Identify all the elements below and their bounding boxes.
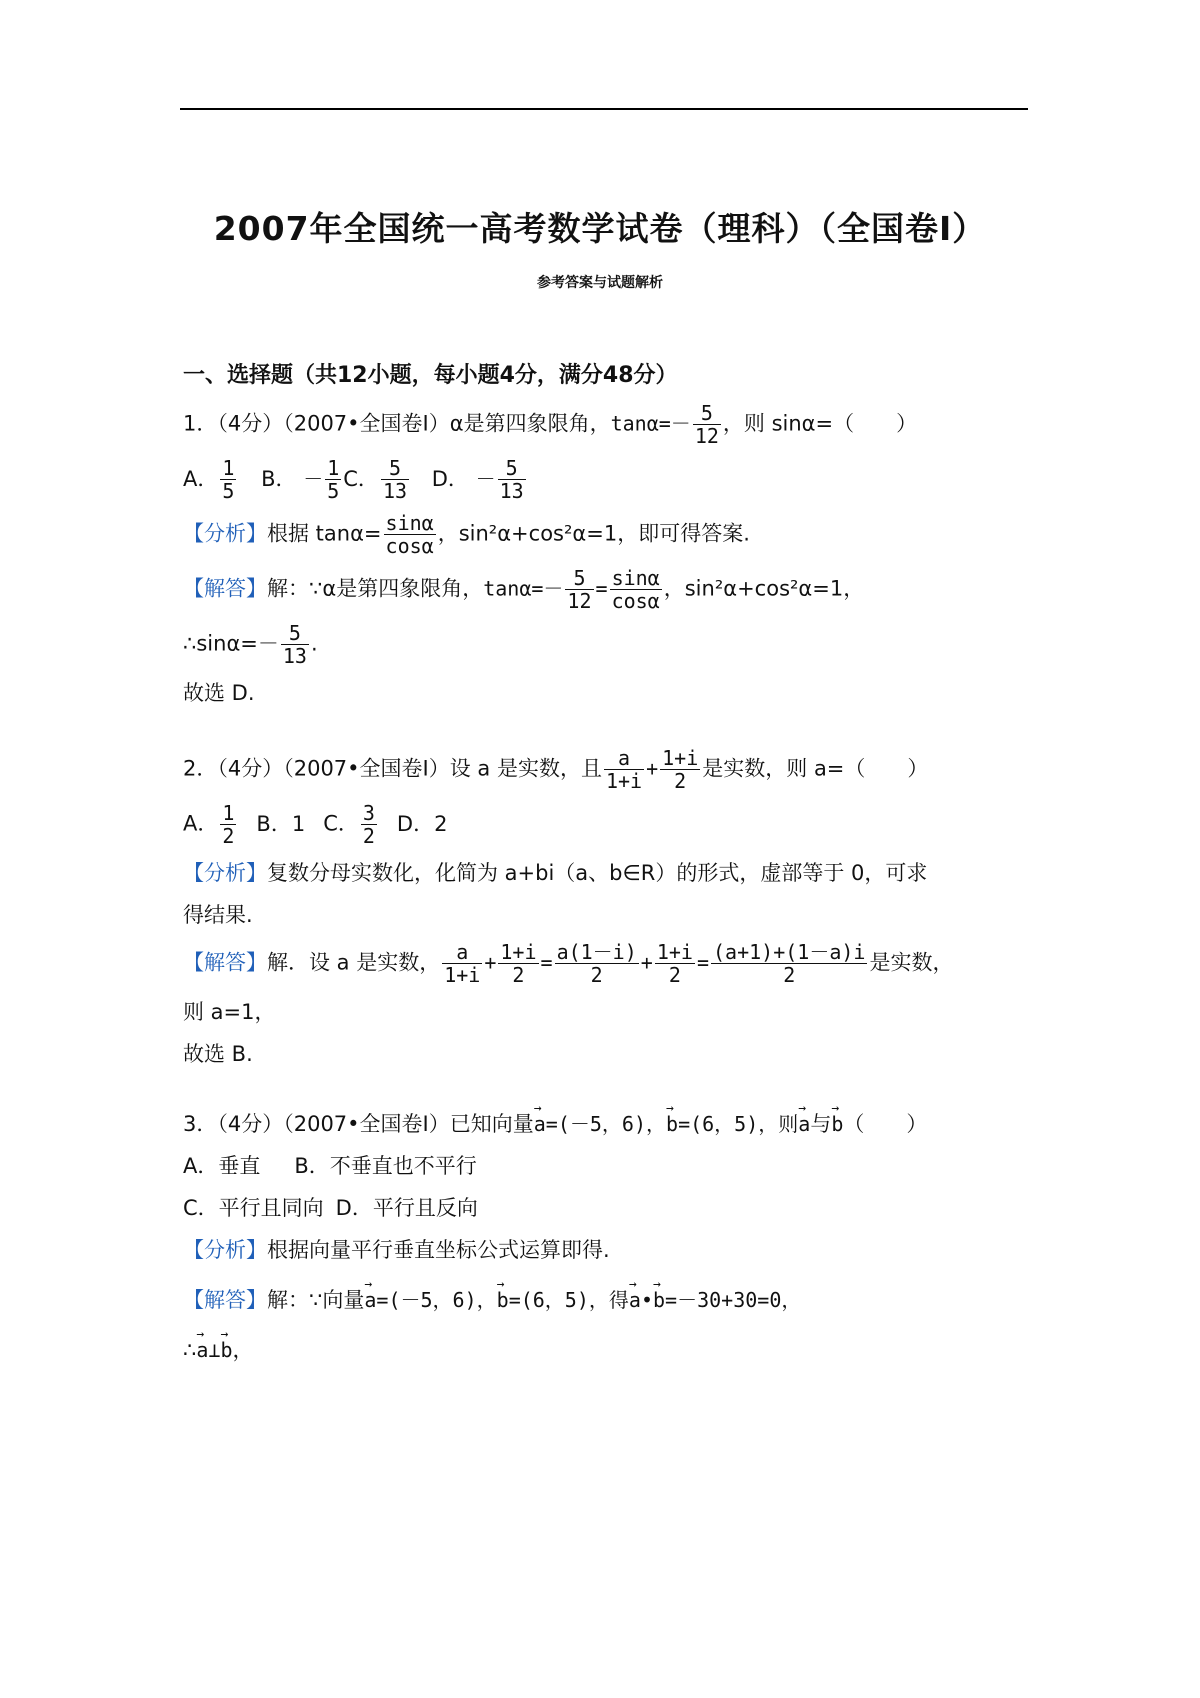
frac-den: cosα	[385, 534, 434, 558]
solution-text-end: 是实数，	[869, 950, 954, 975]
solution-fraction	[565, 567, 593, 612]
option-fraction	[361, 802, 377, 847]
q3-stem-end: （ ）	[843, 1112, 928, 1136]
top-rule	[180, 108, 1028, 110]
q2-stem-text: 2．（4分）（2007•全国卷Ⅰ）设 a 是实数，且	[183, 756, 602, 781]
frac-den: 2	[660, 769, 700, 792]
q2-stem	[183, 747, 1043, 792]
frac-den: 1+i	[605, 769, 643, 793]
vector-b: → b	[831, 1108, 843, 1140]
q3-conclusion	[183, 1334, 1043, 1366]
frac-num: 1+i	[662, 746, 699, 770]
frac-num: a	[618, 746, 631, 770]
q2-stem-end: 是实数，则 a=（ ）	[702, 756, 929, 781]
frac-num: 3	[362, 801, 375, 825]
frac-num: 1	[327, 456, 340, 480]
analysis-text: 复数分母实数化，化简为 a+bi（a、b∈R）的形式，虚部等于 0，可求	[267, 861, 928, 885]
q3-stem-text: 3．（4分）（2007•全国卷Ⅰ）已知向量	[183, 1112, 534, 1136]
frac-num: 1+i	[656, 940, 693, 964]
option-fraction	[220, 457, 236, 502]
q1-choice: 故选 D.	[183, 681, 255, 705]
equals: =	[595, 576, 608, 601]
q1-stem	[183, 402, 1043, 447]
analysis-label: 【分析】	[183, 861, 267, 885]
q1-option-b	[261, 456, 343, 503]
dot-result: =－30+30=0，	[665, 1288, 802, 1312]
analysis-label: 【分析】	[183, 1238, 267, 1262]
therefore-text: ∴sinα=－	[183, 631, 279, 656]
frac-num: 1	[222, 801, 235, 825]
q3-stem	[183, 1108, 1043, 1140]
solution-fraction	[498, 941, 538, 986]
solution-label: 【解答】	[183, 1288, 267, 1312]
q3-options-row1	[183, 1150, 1043, 1182]
plus: +	[484, 950, 497, 975]
analysis-text: 根据 tanα=	[267, 521, 382, 546]
page-title: 2007年全国统一高考数学试卷（理科）（全国卷Ⅰ）	[213, 209, 987, 248]
section-heading: 一、选择题（共12小题，每小题4分，满分48分）	[183, 363, 678, 388]
frac-num: 1	[222, 456, 235, 480]
q2-choice: 故选 B.	[183, 1042, 253, 1066]
analysis-label: 【分析】	[183, 521, 267, 546]
q3-option-b: B．不垂直也不平行	[294, 1154, 477, 1178]
frac-den: 13	[382, 479, 408, 503]
solution-text: 解：∵向量	[267, 1288, 365, 1312]
with-text: 与	[810, 1112, 832, 1136]
frac-num: 5	[700, 401, 713, 425]
conclusion-end: ，	[232, 1338, 254, 1362]
q2-option-a	[183, 802, 238, 847]
dot-operator: •	[640, 1288, 653, 1312]
q2-option-c	[323, 802, 379, 847]
q2-analysis-cont: 得结果.	[183, 903, 253, 927]
q3-option-d: D．平行且反向	[335, 1196, 478, 1220]
answer-fraction	[281, 622, 309, 667]
q3-option-c: C．平行且同向	[183, 1196, 324, 1220]
q2-stem-fraction	[660, 747, 700, 792]
q1-option-a	[183, 456, 238, 503]
solution-label: 【解答】	[183, 576, 267, 601]
vector-a: → a	[196, 1334, 208, 1366]
q1-solution	[183, 567, 1043, 612]
q2-analysis	[183, 857, 1043, 889]
frac-den: 5	[222, 479, 235, 503]
frac-den: 12	[567, 589, 592, 613]
q2-options	[183, 802, 1043, 847]
vector-b-value: =(6，5)，则	[678, 1112, 799, 1136]
q1-option-c	[343, 456, 411, 503]
frac-den: 13	[282, 644, 307, 668]
frac-num: sinα	[385, 511, 434, 535]
vector-a-value: =(－5，6)，	[545, 1112, 667, 1136]
frac-den: 2	[655, 963, 695, 986]
equals: =	[540, 950, 553, 975]
option-label: C．	[343, 466, 379, 491]
option-fraction	[220, 802, 236, 847]
q2-option-b: B．1	[256, 811, 306, 836]
vector-b: → b	[653, 1284, 665, 1316]
vector-a: → a	[629, 1284, 641, 1316]
frac-num: 1+i	[500, 940, 537, 964]
equals: =	[696, 950, 709, 975]
frac-den: 2	[555, 963, 639, 986]
frac-num: 5	[388, 456, 401, 480]
plus: +	[646, 756, 659, 781]
perpendicular-symbol: ⊥	[208, 1338, 221, 1362]
frac-num: sinα	[611, 566, 660, 590]
q1-options	[183, 457, 1043, 502]
q3-solution	[183, 1284, 1043, 1316]
option-sign: －	[475, 466, 496, 491]
solution-fraction	[655, 941, 695, 986]
q2-solution	[183, 941, 1043, 986]
frac-num: a	[456, 940, 469, 964]
therefore-end: .	[310, 631, 318, 656]
frac-den: 12	[694, 424, 719, 448]
frac-num: 5	[288, 621, 301, 645]
vector-a: → a	[534, 1108, 546, 1140]
solution-text: 解．设 a 是实数，	[267, 950, 441, 975]
page-subtitle: 参考答案与试题解析	[537, 275, 663, 291]
frac-den: cosα	[611, 589, 660, 613]
q1-stem-text: 1．（4分）（2007•全国卷Ⅰ）α是第四象限角，	[183, 411, 611, 436]
q2-option-d: D．2	[396, 811, 448, 836]
vector-a: → a	[364, 1284, 376, 1316]
option-fraction	[381, 457, 409, 502]
document-body	[183, 360, 1043, 1366]
frac-den: 2	[711, 963, 867, 986]
solution-text: 解：∵α是第四象限角，	[267, 576, 484, 601]
therefore-symbol: ∴	[183, 1338, 197, 1362]
option-fraction	[325, 457, 341, 502]
analysis-fraction	[384, 512, 436, 557]
frac-num: a(1－i)	[556, 940, 637, 964]
q1-stem-fraction	[693, 402, 721, 447]
option-sign: －	[303, 466, 324, 491]
option-label: C．	[323, 811, 359, 836]
option-label: A．	[183, 811, 219, 836]
vector-b-value: =(6，5)，得	[508, 1288, 629, 1312]
frac-den: 2	[222, 824, 235, 848]
frac-num: 5	[505, 456, 518, 480]
q3-options-row2	[183, 1192, 1043, 1224]
option-label: B．	[261, 466, 297, 491]
q1-analysis	[183, 512, 1043, 557]
option-fraction	[498, 457, 526, 502]
option-label: D．	[431, 466, 469, 491]
q1-therefore	[183, 622, 1043, 667]
vector-b: → b	[666, 1108, 678, 1140]
frac-num: 5	[573, 566, 586, 590]
option-label: A．	[183, 466, 219, 491]
vector-a: → a	[798, 1108, 810, 1140]
q3-analysis	[183, 1234, 1043, 1266]
frac-den: 2	[362, 824, 375, 848]
frac-den: 5	[327, 479, 340, 503]
analysis-text: 根据向量平行垂直坐标公式运算即得.	[267, 1238, 610, 1262]
frac-den: 1+i	[444, 963, 481, 987]
frac-den: 13	[499, 479, 524, 503]
q2-then: 则 a=1，	[183, 1000, 276, 1024]
vector-a-value: =(－5，6)，	[376, 1288, 497, 1312]
frac-num: (a+1)+(1－a)i	[713, 940, 866, 964]
plus: +	[640, 950, 653, 975]
solution-tan: tanα=－	[483, 576, 564, 601]
solution-fraction	[555, 941, 639, 986]
vector-b: → b	[497, 1284, 509, 1316]
frac-den: 2	[498, 963, 538, 986]
solution-label: 【解答】	[183, 950, 267, 975]
q2-stem-fraction	[604, 747, 644, 792]
q1-tan-expr: tanα=－	[610, 411, 691, 436]
vector-b: → b	[220, 1334, 232, 1366]
solution-text-end: ，sin²α+cos²α=1，	[663, 576, 865, 601]
q3-option-a: A．垂直	[183, 1154, 261, 1178]
analysis-text-end: ，sin²α+cos²α=1，即可得答案.	[437, 521, 750, 546]
solution-fraction	[711, 941, 867, 986]
solution-fraction	[610, 567, 662, 612]
q1-stem-end: ，则 sinα=（ ）	[722, 411, 918, 436]
q1-option-d	[431, 456, 528, 503]
solution-fraction	[442, 941, 482, 986]
